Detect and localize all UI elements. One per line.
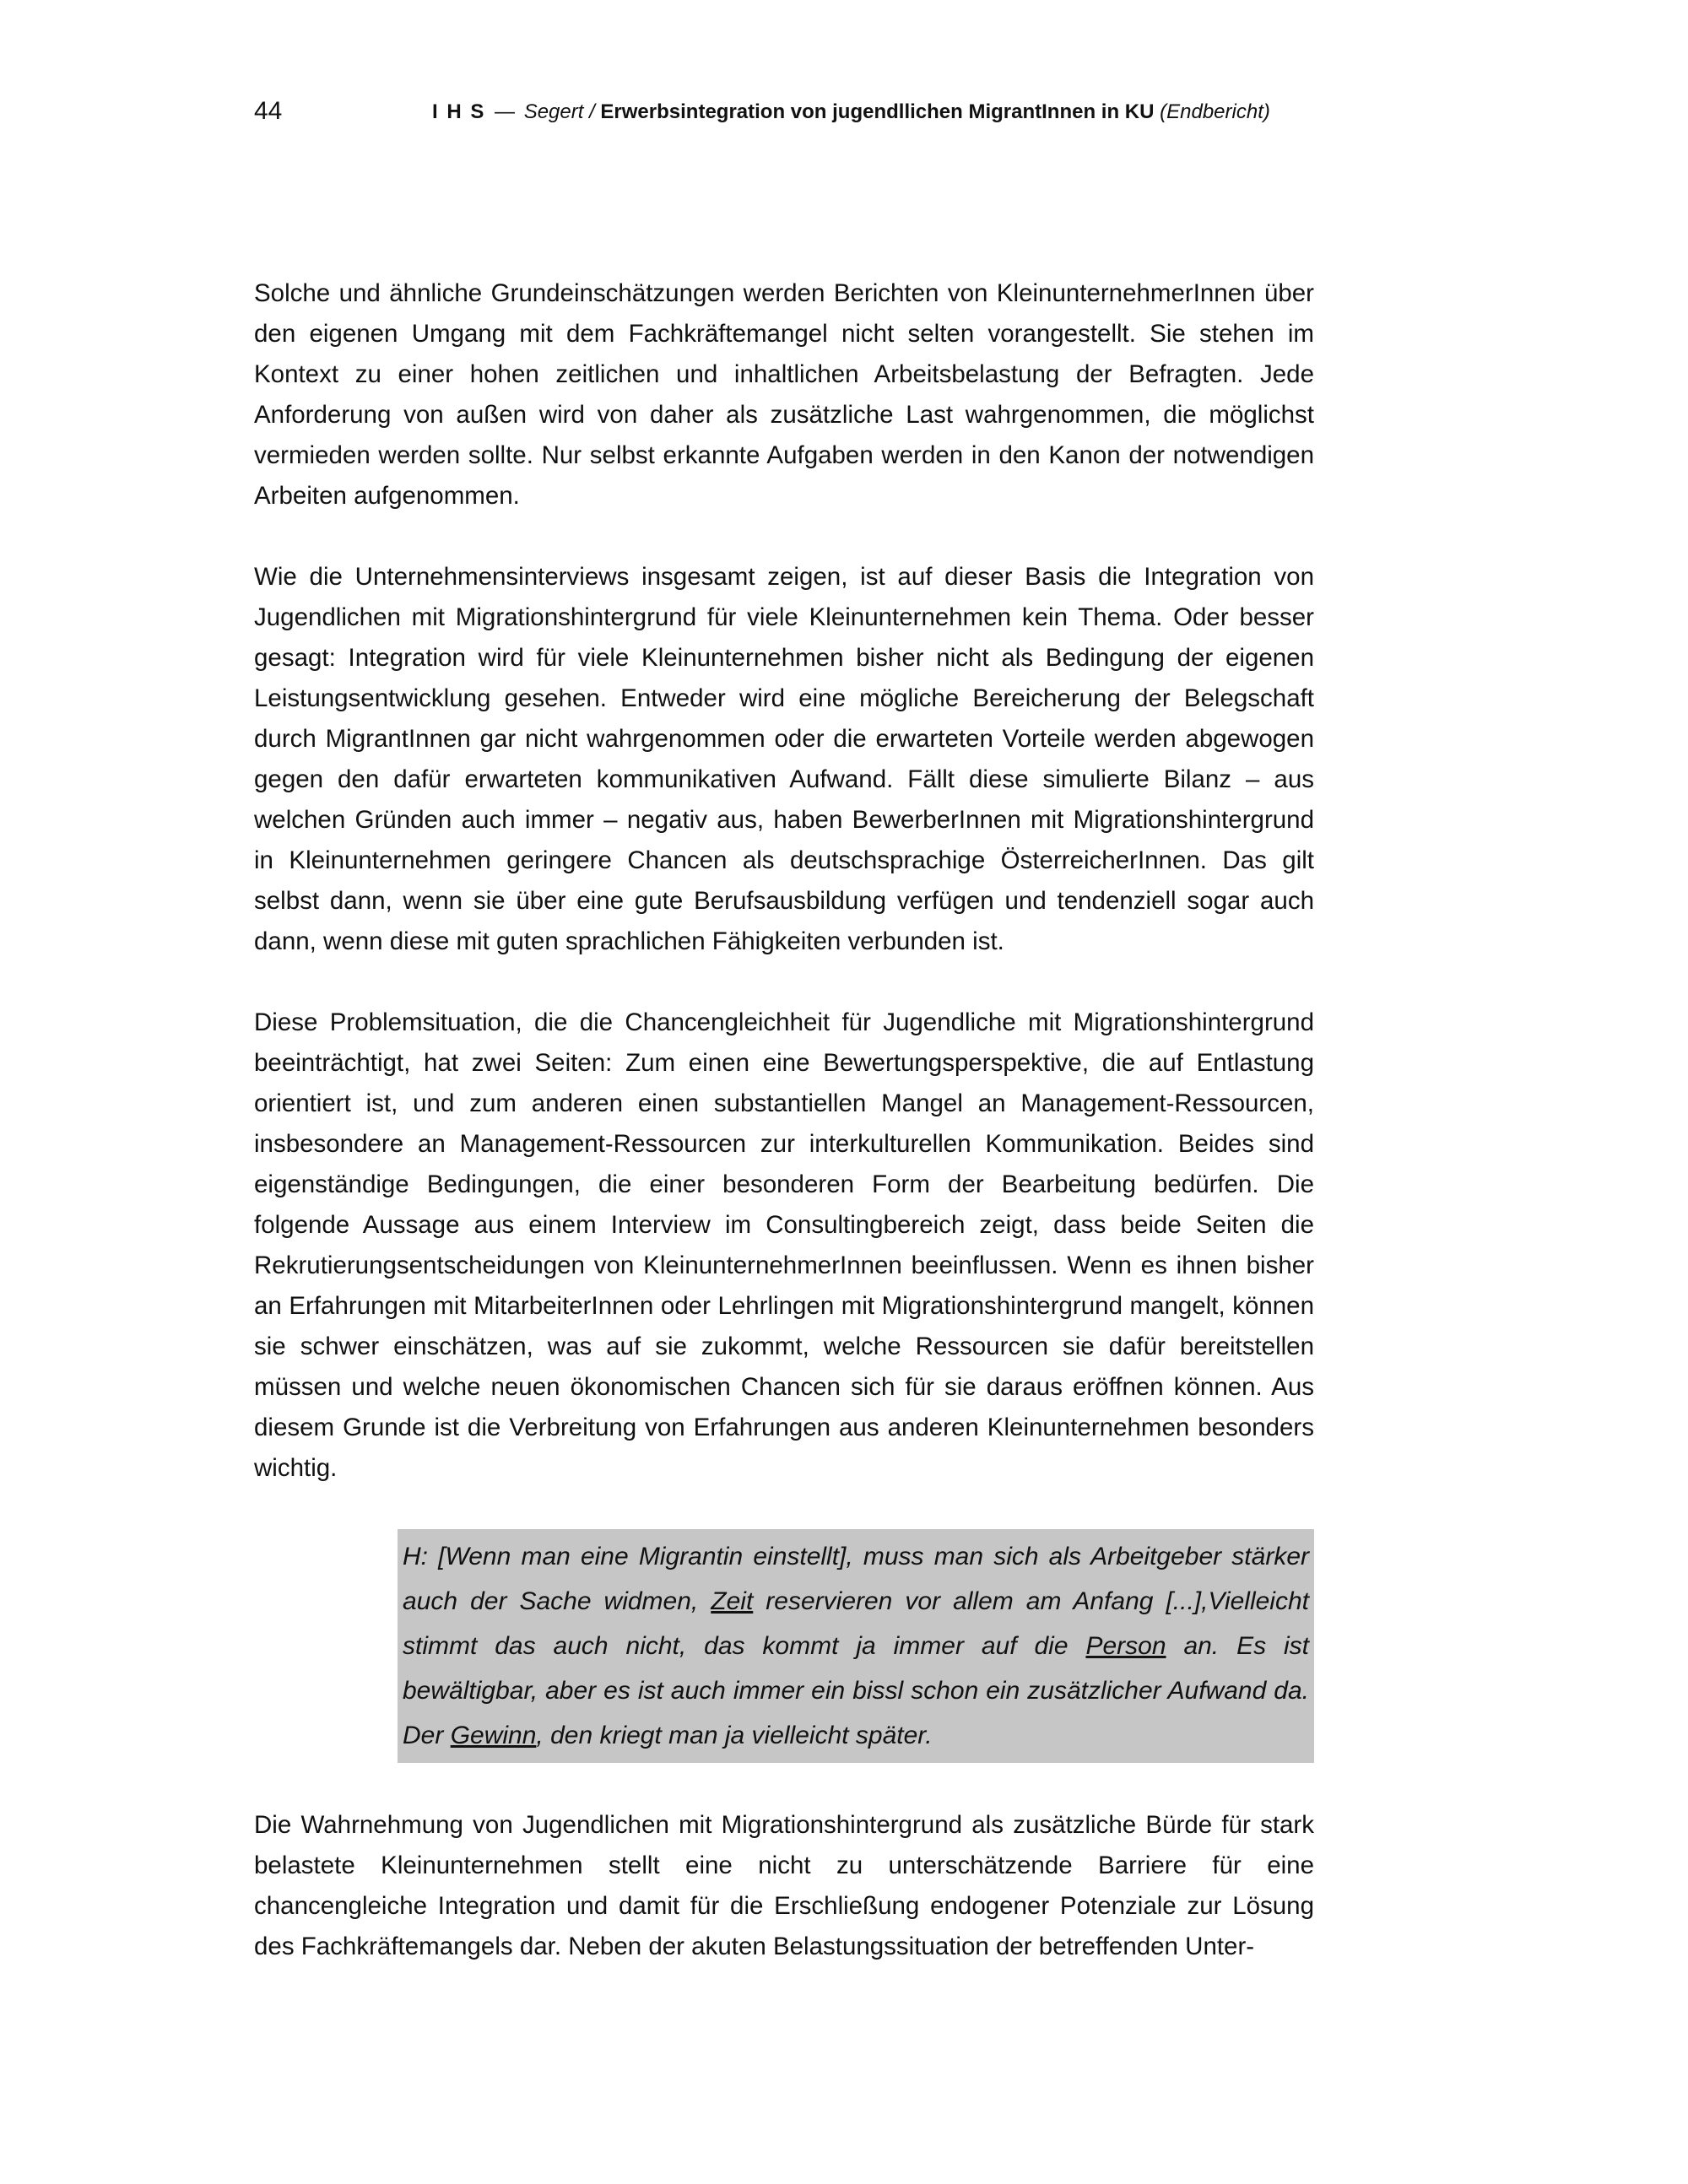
header-author: Segert /: [523, 100, 595, 123]
header-title: Erwerbsintegration von jugendllichen MigrantInnen in KU: [600, 100, 1155, 123]
header-institute: I H S: [432, 100, 486, 123]
quote-text-4: , den kriegt man ja vielleicht später.: [536, 1722, 933, 1749]
quote-keyword-person: Person: [1085, 1632, 1166, 1660]
running-header: [432, 98, 1270, 127]
paragraph-1: Solche und ähnliche Grundeinschätzungen werden Berichten von KleinunternehmerInnen über den eigenen Umgang mit dem Fachkräftemangel nicht selten vorangestellt. Sie stehen im Kontext zu einer hohen zeitlichen und inhaltlichen Arbeitsbelastung der Befragten. Jede Anforderung von außen wird von daher als zusätzliche Last wahrgenommen, die möglichst vermieden werden sollte. Nur selbst erkannte Aufgaben werden in den Kanon der notwendigen Arbeiten aufgenommen.: [254, 279, 1314, 510]
paragraph-4: Die Wahrnehmung von Jugendlichen mit Migrationshintergrund als zusätzliche Bürde für stark belastete Kleinunternehmen stellt eine nicht zu unterschätzende Barriere für eine chancengleiche Integration und damit für die Erschließung endogener Potenziale zur Lösung des Fachkräftemangels dar. Neben der akuten Belastungssituation der betreffenden Unter-: [254, 1811, 1314, 1960]
paragraph-3: Diese Problemsituation, die die Chancengleichheit für Jugendliche mit Migrationshintergrund beeinträchtigt, hat zwei Seiten: Zum einen eine Bewertungsperspektive, die auf Entlastung orientiert ist, und zum anderen einen substantiellen Mangel an Management-Ressourcen, insbesondere an Management-Ressourcen zur interkulturellen Kommunikation. Beides sind eigenständige Bedingungen, die einer besonderen Form der Bearbeitung bedürfen. Die folgende Aussage aus einem Interview im Consultingbereich zeigt, dass beide Seiten die Rekrutierungsentscheidungen von KleinunternehmerInnen beeinflussen. Wenn es ihnen bisher an Erfahrungen mit MitarbeiterInnen oder Lehrlingen mit Migrationshintergrund mangelt, können sie schwer einschätzen, was auf sie zukommt, welche Ressourcen sie dafür bereitstellen müssen und welche neuen ökonomischen Chancen sich für sie daraus eröffnen können. Aus diesem Grunde ist die Verbreitung von Erfahrungen aus anderen Kleinunternehmen besonders wichtig.: [254, 1008, 1314, 1482]
header-dash: —: [495, 100, 516, 123]
page-number: 44: [254, 97, 283, 125]
quote-keyword-gewinn: Gewinn: [450, 1722, 537, 1749]
header-note: (Endbericht): [1160, 100, 1270, 123]
quote-keyword-zeit: Zeit: [711, 1587, 754, 1615]
quote-text-3: an. Es ist bewältigbar, aber es ist auch immer ein bissl schon ein zusätzlicher Aufwand da. Der: [403, 1632, 1309, 1749]
quote-text-1: H: [Wenn man eine Migrantin einstellt], muss man sich als Arbeitgeber stärker auch der Sache widmen,: [403, 1543, 1309, 1615]
body-text: [254, 273, 1314, 2008]
paragraph-2: Wie die Unternehmensinterviews insgesamt zeigen, ist auf dieser Basis die Integration von Jugendlichen mit Migrationshintergrund für viele Kleinunternehmen kein Thema. Oder besser gesagt: Integration wird für viele Kleinunternehmen bisher nicht als Bedingung der eigenen Leistungsentwicklung gesehen. Entweder wird eine mögliche Bereicherung der Belegschaft durch MigrantInnen gar nicht wahrgenommen oder die erwarteten Vorteile werden abgewogen gegen den dafür erwarteten kommunikativen Aufwand. Fällt diese simulierte Bilanz – aus welchen Gründen auch immer – negativ aus, haben BewerberInnen mit Migrationshintergrund in Kleinunternehmen geringere Chancen als deutschsprachige ÖsterreicherInnen. Das gilt selbst dann, wenn sie über eine gute Berufsausbildung verfügen und tendenziell sogar auch dann, wenn diese mit guten sprachlichen Fähigkeiten verbunden ist.: [254, 563, 1314, 955]
interview-quote: [398, 1529, 1314, 1763]
quote-text-2: reservieren vor allem am Anfang [...],Vielleicht stimmt das auch nicht, das kommt ja immer auf die: [403, 1587, 1309, 1660]
